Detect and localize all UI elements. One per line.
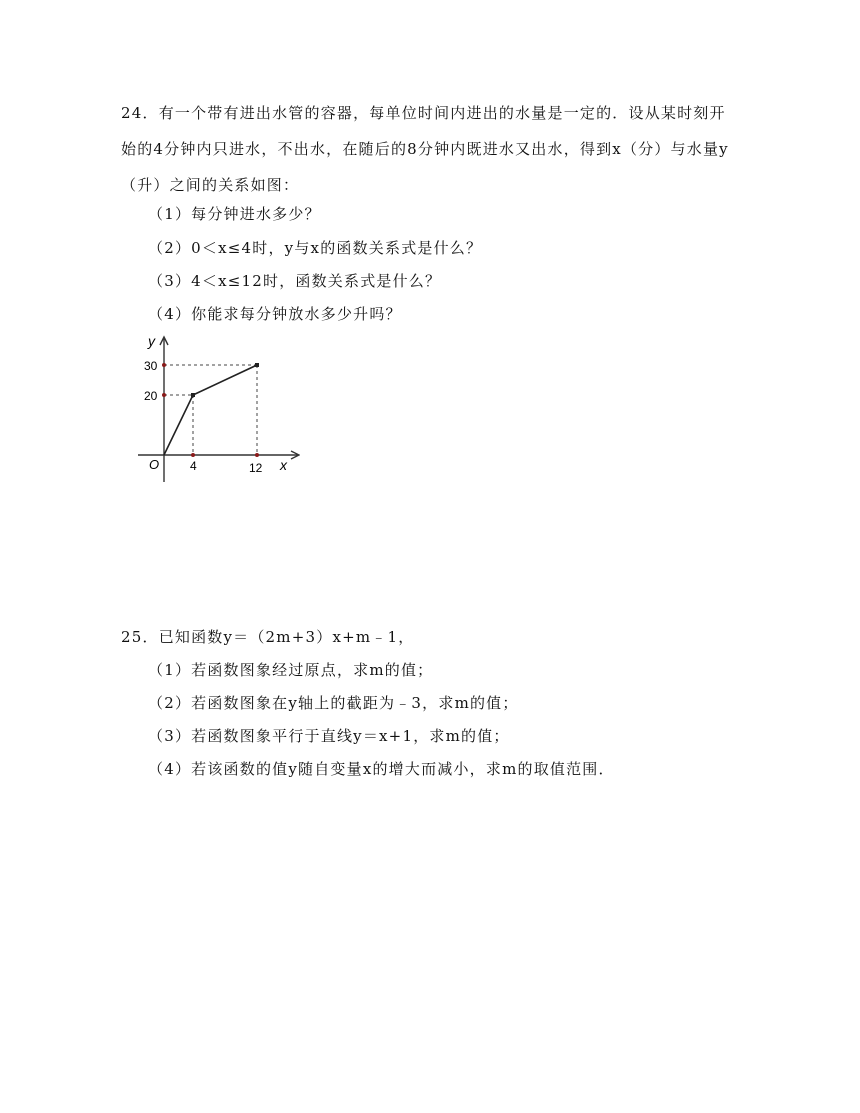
- tick-dot-x4: [191, 453, 195, 457]
- q25-part-4: （4）若该函数的值y随自变量x的增大而减小，求m的取值范围．: [148, 760, 615, 778]
- y-axis-label: y: [148, 333, 155, 349]
- x-tick-12: 12: [249, 461, 263, 475]
- point-12-30: [255, 363, 259, 367]
- q25-part-1: （1）若函数图象经过原点，求m的值；: [148, 661, 434, 679]
- q24-stem-line-3: （升）之间的关系如图：: [121, 176, 300, 194]
- point-4-20: [191, 393, 195, 397]
- tick-dot-y30: [162, 363, 166, 367]
- origin-label: O: [149, 457, 160, 472]
- x-axis-label: x: [280, 457, 287, 473]
- q25-part-2: （2）若函数图象在y轴上的截距为﹣3，求m的值；: [148, 694, 519, 712]
- x-tick-4: 4: [190, 459, 197, 473]
- q24-part-1: （1）每分钟进水多少？: [148, 205, 321, 223]
- tick-dot-y20: [162, 393, 166, 397]
- q24-part-3: （3）4＜x≤12时，函数关系式是什么？: [148, 272, 442, 290]
- function-line: [164, 365, 257, 455]
- q25-number: 25．: [121, 628, 159, 646]
- q25-stem-text: 已知函数y＝（2m+3）x+m﹣1，: [158, 628, 415, 646]
- q24-part-4: （4）你能求每分钟放水多少升吗？: [148, 305, 402, 323]
- q25-stem-line: [121, 626, 414, 647]
- y-tick-20: 20: [144, 389, 158, 403]
- q24-number: 24．: [121, 104, 159, 122]
- q24-stem-text-1: 有一个带有进出水管的容器，每单位时间内进出的水量是一定的．设从某时刻开: [158, 104, 726, 122]
- y-tick-30: 30: [144, 359, 158, 373]
- tick-dot-x12: [255, 453, 259, 457]
- q25-part-3: （3）若函数图象平行于直线y＝x+1，求m的值；: [148, 727, 510, 745]
- q24-stem-line-1: [121, 102, 726, 123]
- q24-function-graph: [130, 330, 300, 485]
- q24-part-2: （2）0＜x≤4时，y与x的函数关系式是什么？: [148, 239, 483, 257]
- q24-stem-line-2: 始的4分钟内只进水，不出水，在随后的8分钟内既进水又出水，得到x（分）与水量y: [121, 140, 729, 158]
